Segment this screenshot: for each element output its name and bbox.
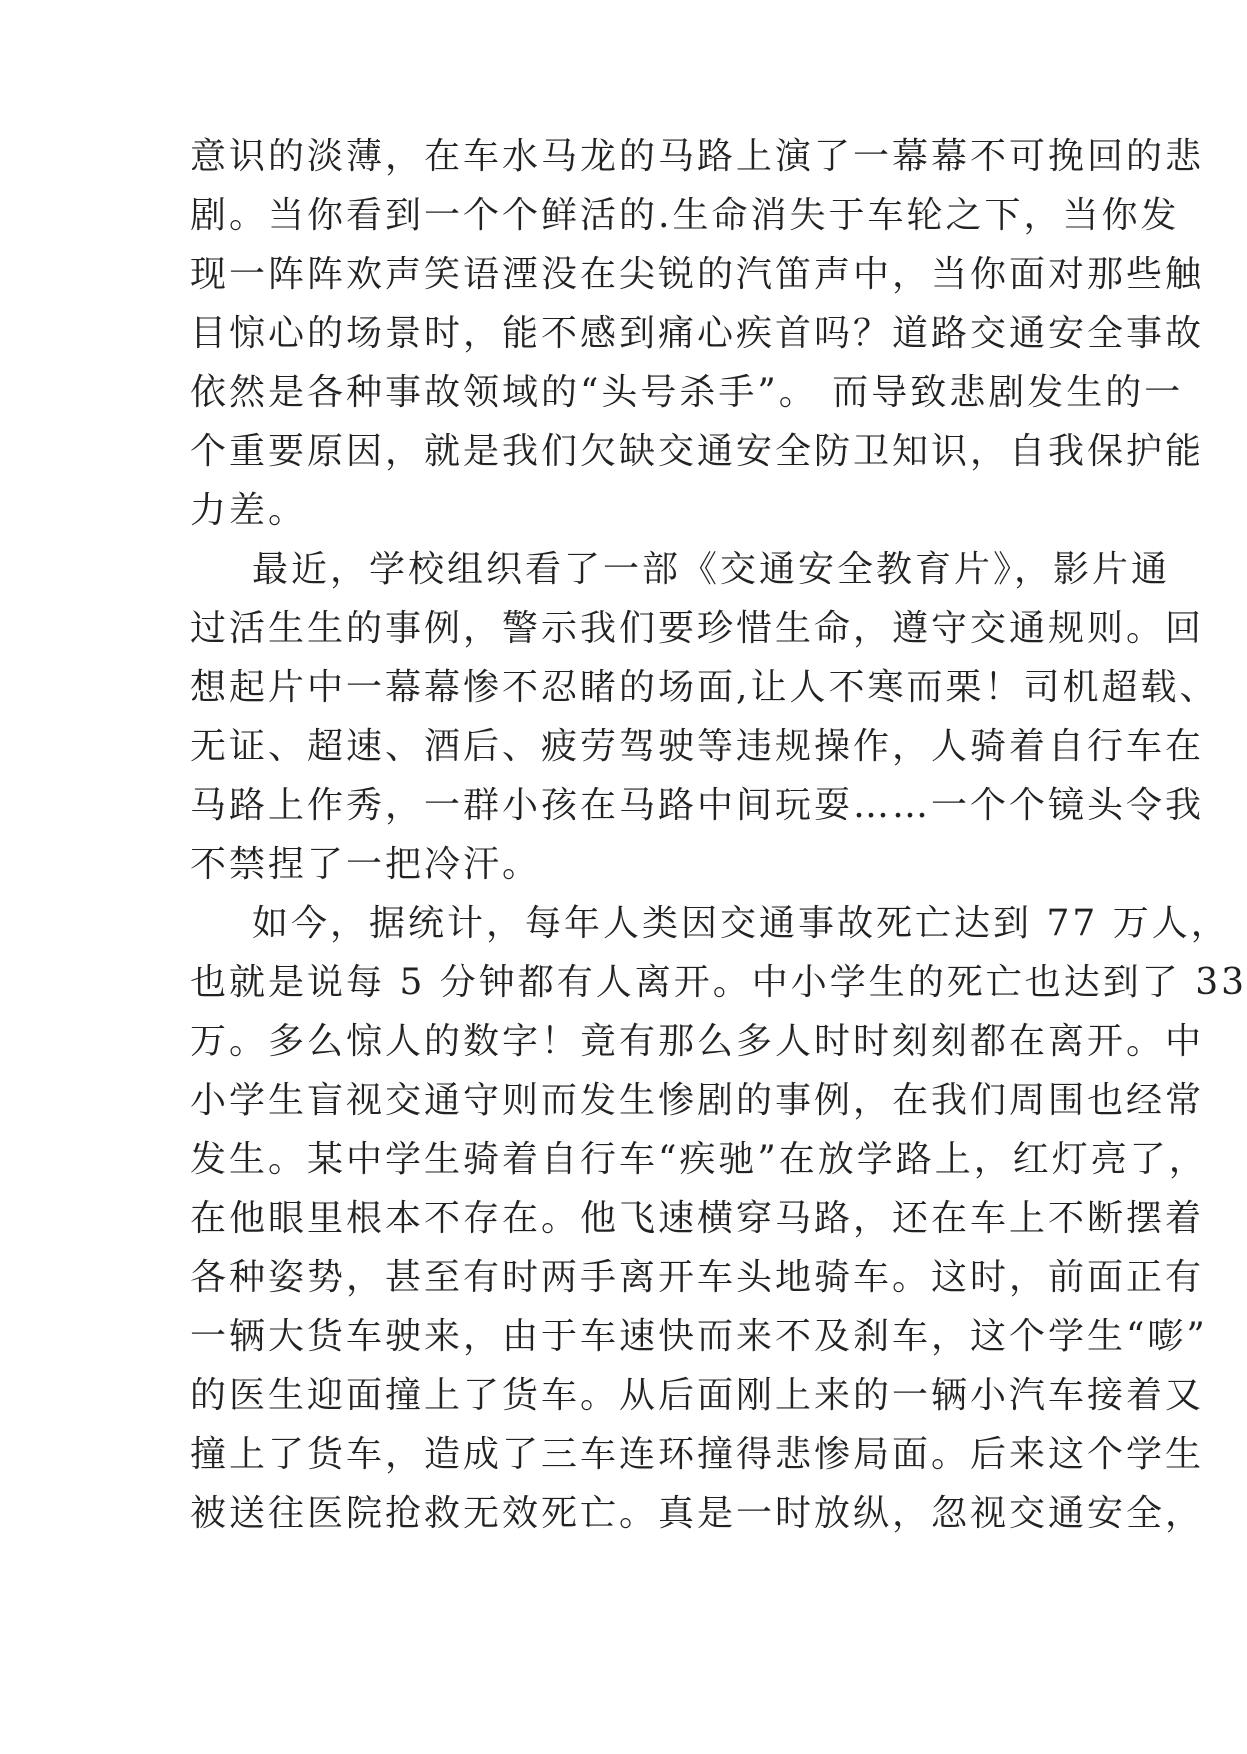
text-line: 撞上了货车，造成了三车连环撞得悲惨局面。后来这个学生 xyxy=(190,1434,1205,1475)
text-line: 力差。 xyxy=(190,490,308,531)
text-line: 依然是各种事故领域的“头号杀手”。 而导致悲剧发生的一 xyxy=(190,372,1184,413)
text-line: 也就是说每 5 分钟都有人离开。中小学生的死亡也达到了 33 xyxy=(190,962,1247,1003)
text-line: 个重要原因，就是我们欠缺交通安全防卫知识，自我保护能 xyxy=(190,431,1205,472)
paragraph-first-line: 最近，学校组织看了一部《交通安全教育片》，影片通 xyxy=(252,549,1171,590)
text-line: 小学生盲视交通守则而发生惨剧的事例，在我们周围也经常 xyxy=(190,1080,1205,1121)
text-line: 不禁捏了一把冷汗。 xyxy=(190,844,542,885)
text-line: 万。多么惊人的数字！竟有那么多人时时刻刻都在离开。中 xyxy=(190,1021,1205,1062)
text-line: 想起片中一幕幕惨不忍睹的场面,让人不寒而栗！司机超载、 xyxy=(190,667,1219,708)
text-line: 在他眼里根本不存在。他飞速横穿马路，还在车上不断摆着 xyxy=(190,1198,1205,1239)
text-line: 现一阵阵欢声笑语湮没在尖锐的汽笛声中，当你面对那些触 xyxy=(190,254,1205,295)
text-line: 发生。某中学生骑着自行车“疾驰”在放学路上，红灯亮了， xyxy=(190,1139,1208,1180)
text-line: 剧。当你看到一个个鲜活的.生命消失于车轮之下，当你发 xyxy=(190,195,1180,236)
text-line: 被送往医院抢救无效死亡。真是一时放纵，忽视交通安全， xyxy=(190,1493,1205,1534)
text-line: 意识的淡薄，在车水马龙的马路上演了一幕幕不可挽回的悲 xyxy=(190,136,1205,177)
text-line: 无证、超速、酒后、疲劳驾驶等违规操作，人骑着自行车在 xyxy=(190,726,1205,767)
text-line: 过活生生的事例，警示我们要珍惜生命，遵守交通规则。回 xyxy=(190,608,1205,649)
text-line: 各种姿势，甚至有时两手离开车头地骑车。这时，前面正有 xyxy=(190,1257,1205,1298)
text-line: 马路上作秀，一群小孩在马路中间玩耍……一个个镜头令我 xyxy=(190,785,1205,826)
paragraph-first-line: 如今，据统计，每年人类因交通事故死亡达到 77 万人， xyxy=(252,903,1230,944)
text-line: 的医生迎面撞上了货车。从后面刚上来的一辆小汽车接着又 xyxy=(190,1375,1205,1416)
text-line: 一辆大货车驶来，由于车速快而来不及刹车，这个学生“嘭” xyxy=(190,1316,1208,1357)
text-line: 目惊心的场景时，能不感到痛心疾首吗？道路交通安全事故 xyxy=(190,313,1205,354)
body-text xyxy=(190,127,1247,1543)
